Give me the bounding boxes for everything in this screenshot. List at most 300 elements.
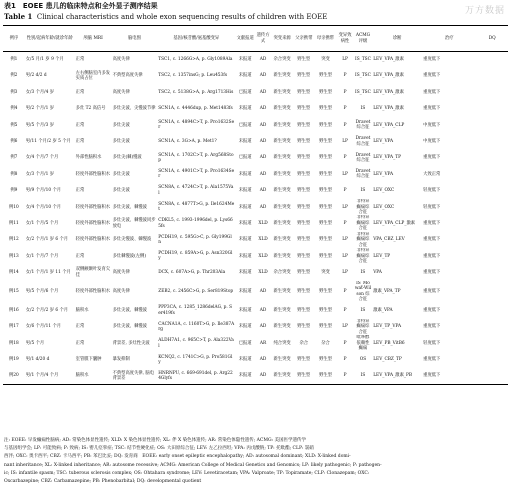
column-header: 脑电图	[127, 35, 141, 41]
column-header: 突变来源	[273, 35, 291, 41]
table-cell: 正常	[75, 324, 85, 330]
table-cell: 例6	[10, 138, 18, 144]
table-cell: IS_TSC	[355, 73, 371, 79]
table-cell: 野生型	[319, 220, 332, 226]
table-cell: 脑积水	[75, 373, 89, 379]
table-cell: 多灶棘慢波(左侧)	[112, 253, 147, 259]
table-cell: VPA_CBZ_LEV	[373, 237, 405, 243]
table-cell: 未报道	[238, 204, 252, 210]
table-cell: 野生型	[297, 220, 311, 226]
table-cell: IS_TSC	[355, 57, 371, 63]
table-cell: 新生突变	[273, 106, 291, 112]
table-cell: 例7	[10, 155, 18, 161]
note-line: 注: EOEE: 早发癫痫性脑病; AD: 常染色体显性遗传; XLD: X 染色体显性遗传; XL: 伴 X 染色体遗传; AR: 常染色体隐性遗传; ACMG: 美国医学遗传学	[4, 438, 306, 443]
table-cell: 轻度低下	[423, 340, 441, 346]
table-cell: 野生型	[297, 289, 311, 295]
table-cell: 轻度外部性脑积水	[75, 220, 111, 226]
table-cell: LP	[342, 138, 348, 144]
table-row	[3, 232, 508, 248]
table-cell: SCN8A, c. 4877T>G, p. Ile1624Met	[158, 201, 235, 213]
column-header: 遗传方式	[256, 33, 270, 44]
table-cell: 例1	[10, 57, 18, 63]
table-cell: 非特异癫痫综合征	[356, 199, 370, 215]
table-cell: 女/6 个月/11 个月	[25, 324, 62, 330]
table-cell: 室管膜下囊肿	[75, 357, 102, 363]
table-cell: Dravet 综合征	[355, 119, 371, 131]
table-cell: LEV_TP	[373, 253, 391, 259]
table-cell: P	[343, 308, 347, 314]
table-cell: PCDH19, c. 859A>G, p. Asn320Gly	[158, 250, 233, 262]
table-cell: P	[343, 373, 347, 379]
table-cell: 新生突变	[273, 357, 291, 363]
table-cell: 新生突变	[273, 122, 291, 128]
table-cell: SCN1A, c. 1702C>T, p. Arg568Stop	[158, 152, 234, 164]
table-cell: LEV_VPA_TP	[373, 155, 402, 161]
table-cell: AD	[259, 57, 267, 63]
table-cell: 野生型	[319, 237, 332, 243]
table-cell: 例4	[10, 106, 18, 112]
table-cell: LEV_OXC	[373, 204, 395, 210]
table-cell: 野生型	[297, 188, 311, 194]
table-cell: LEV_OXC	[373, 188, 395, 194]
table-cell: 重度低下	[423, 308, 441, 314]
table-cell: 野生型	[319, 171, 332, 177]
table-label: Table 1	[4, 12, 33, 21]
table-cell: 女/3 个月/1 岁	[25, 171, 55, 177]
column-header: 母亲携带	[316, 35, 335, 41]
table-cell: KCNQ2, c. 1741C>G, p. Pro581Gly	[158, 354, 233, 365]
table-cell: XLD	[258, 220, 268, 226]
table-cell: 女/3 个月/4 岁	[25, 89, 55, 95]
table-cell: 暴发抑制	[112, 357, 130, 363]
table-cell: 女/5 月/1 岁 9 个月	[25, 57, 64, 63]
table-cell: 重度低下	[423, 220, 441, 226]
table-cell: 未报道	[238, 373, 252, 379]
table-cell: 纯合突变	[273, 340, 291, 346]
table-row	[3, 352, 508, 368]
table-cell: 多灶尖波、棘慢波	[112, 324, 147, 330]
table-row	[3, 265, 508, 281]
table-cell: 例15	[8, 289, 19, 295]
table-cell: LEV_VPA_激素	[373, 89, 404, 95]
table-cell: 背景差, 多灶性尖波	[112, 340, 150, 346]
table-cell: 女/1 个月/7 个月	[25, 253, 59, 259]
table-row	[3, 101, 508, 117]
table-cell: 例8	[10, 171, 18, 177]
table-row	[3, 68, 508, 84]
table-cell: 非特异癫痫综合征	[356, 248, 370, 265]
table-cell: LP	[342, 204, 348, 210]
table-cell: IS	[360, 188, 366, 194]
table-cell: 男/1 个月/4 个月	[25, 373, 59, 379]
table-cell: 例12	[8, 237, 19, 243]
table-cell: LP	[342, 171, 348, 177]
table-cell: P	[343, 73, 347, 79]
column-header: DQ	[488, 35, 496, 41]
table-cell: 未报道	[238, 220, 252, 226]
table-row	[3, 183, 508, 199]
table-cell: 女/1 个月/5 个月	[25, 220, 59, 226]
table-cell: 新生突变	[273, 89, 291, 95]
table-cell: 未报道	[238, 171, 252, 177]
table-cell: 女/4 个月/7 个月	[25, 155, 59, 161]
table-caption-chinese: 表1 EOEE 患儿的临床特点和全外显子测序结果	[4, 2, 158, 10]
table-cell: 多灶尖波	[112, 138, 130, 144]
table-cell: AD	[259, 188, 267, 194]
table-cell: 野生型	[297, 155, 311, 161]
table-cell: 重度低下	[423, 289, 441, 295]
table-cell: P	[343, 220, 347, 226]
table-cell: LEV_VPA_激素	[373, 57, 404, 63]
table-cell: 野生型	[319, 357, 332, 363]
table-cell: 突变	[321, 270, 330, 276]
table-row	[3, 281, 508, 303]
table-cell: 例17	[8, 324, 19, 330]
table-cell: 重度低下	[423, 89, 441, 95]
table-cell: 野生型	[319, 308, 332, 314]
table-cell: ZEB2, c. 2456C>G, p. Ser819Stop	[158, 289, 234, 295]
table-cell: 吡哆醇依赖性癫痫	[356, 335, 370, 352]
table-cell: PPP3CA, c. 1285_1286delAG, p. Ser419fs	[158, 305, 233, 316]
table-cell: 野生型	[297, 73, 311, 79]
table-cell: 中度低下	[423, 138, 441, 144]
table-cell: 重度低下	[423, 324, 441, 330]
table-cell: 例10	[8, 204, 19, 210]
table-cell: 未报道	[238, 308, 252, 314]
table-cell: AR	[259, 340, 267, 346]
table-cell: 野生型	[319, 155, 332, 161]
table-cell: ALDH7A1, c. 965C>T, p. Ala322Val	[158, 338, 234, 349]
table-cell: 杂合突变	[273, 270, 291, 276]
table-cell: OS	[359, 357, 367, 363]
table-cell: 大致正常	[423, 171, 441, 177]
table-row	[3, 335, 508, 351]
table-cell: 男/9 个月/10 个月	[25, 188, 62, 194]
table-cell: IS_Mowat-Wilson 综合征	[354, 280, 372, 303]
table-cell: 多灶尖波、尖慢波节律	[112, 106, 156, 112]
table-cell: XLD	[258, 270, 268, 276]
table-cell: AD	[259, 89, 267, 95]
table-cell: AD	[259, 308, 267, 314]
table-cell: 例9	[10, 188, 18, 194]
table-cell: 野生型	[297, 324, 311, 330]
table-cell: LP	[342, 57, 348, 63]
table-cell: 未报道	[238, 73, 252, 79]
table-cell: 非特异癫痫综合征	[356, 319, 370, 335]
table-cell: IS	[360, 106, 366, 112]
table-cell: 野生型	[297, 357, 311, 363]
table-cell: 男/5 个月	[25, 340, 45, 346]
table-cell: 女/4 个月/10 个月	[25, 204, 62, 210]
table-cell: AD	[259, 138, 267, 144]
table-cell: LP	[342, 270, 348, 276]
table-row	[3, 248, 508, 264]
table-cell: 例16	[8, 308, 19, 314]
table-cell: 多灶尖波	[112, 188, 130, 194]
table-cell: P	[343, 357, 347, 363]
table-cell: 例14	[8, 270, 19, 276]
clinical-table	[3, 25, 508, 385]
table-cell: 男/5 个月/3 岁	[25, 122, 55, 128]
table-cell: 未报道	[238, 138, 252, 144]
table-cell: CDKL5, c. 1993-1996del, p. Lys665fs	[158, 218, 233, 229]
table-cell: 不典型高度失律, 脑电背景差	[112, 370, 154, 382]
table-row	[3, 150, 508, 166]
table-cell: AD	[259, 357, 267, 363]
table-row	[3, 199, 508, 215]
column-header: 父亲携带	[295, 35, 313, 41]
table-cell: AD	[259, 373, 267, 379]
table-cell: 重度低下	[423, 357, 441, 363]
table-cell: 未报道	[238, 324, 252, 330]
table-cell: 正常	[75, 253, 85, 259]
table-cell: 未报道	[238, 357, 252, 363]
table-cell: PCDH19, c. 595G>C, p. Gly199Gln	[158, 234, 232, 245]
table-cell: 多灶尖慢波、棘慢波	[112, 237, 152, 243]
table-cell: 重度低下	[423, 57, 441, 63]
table-cell: P	[343, 155, 347, 161]
table-cell: LP	[342, 324, 348, 330]
note-line: Oxcarbazepine; CBZ: Carbamazepine; PB: Phenobarbital; DQ: developmental quotient	[4, 479, 202, 485]
table-header-row	[3, 26, 508, 52]
table-cell: SCN1A, c. 4901C>T, p. Pro1634Ser	[158, 169, 235, 180]
table-cell: 例3	[10, 89, 18, 95]
table-cell: 非特异癫痫综合征	[356, 215, 370, 232]
table-body	[3, 52, 508, 385]
table-cell: LP	[342, 253, 348, 259]
table-cell: VPA	[373, 270, 382, 276]
table-cell: 男/11 个月/2 岁 5 个月	[25, 138, 71, 144]
table-cell: 野生型	[297, 57, 311, 63]
table-cell: 轻度外部性脑积水	[75, 237, 111, 243]
table-cell: AD	[259, 155, 267, 161]
table-cell: 轻度外部性脑积水	[75, 204, 111, 210]
table-cell: 已报道	[238, 155, 252, 161]
table-cell: P	[343, 106, 347, 112]
table-cell: 未报道	[238, 253, 252, 259]
table-cell: IS	[360, 270, 366, 276]
table-cell: 例2	[10, 73, 18, 79]
table-cell: 野生型	[319, 89, 332, 95]
table-cell: 新生突变	[273, 324, 291, 330]
table-row	[3, 215, 508, 231]
table-cell: LEV_VPA_CLP_激素	[373, 220, 416, 226]
table-cell: LP	[342, 237, 348, 243]
column-header: 基因/核苷酸/氨基酸变异	[173, 35, 220, 41]
table-cell: HNRNPU, c. 669-691del, p. Arg224Glyfs	[158, 370, 233, 382]
table-cell: 野生型	[319, 289, 332, 295]
table-cell: 未报道	[238, 289, 252, 295]
table-cell: 新生突变	[273, 253, 291, 259]
table-cell: 杂合	[299, 340, 309, 346]
table-cell: 新生突变	[273, 73, 291, 79]
table-cell: 新生突变	[273, 308, 291, 314]
table-cell: 野生型	[297, 237, 311, 243]
table-cell: P	[343, 188, 347, 194]
table-cell: 野生型	[297, 373, 311, 379]
table-cell: 未报道	[238, 237, 252, 243]
table-cell: 杂合突变	[273, 57, 291, 63]
column-header: 例序	[9, 35, 19, 41]
table-notes	[4, 437, 507, 486]
table-cell: 例19	[8, 357, 19, 363]
table-cell: 未报道	[238, 57, 252, 63]
table-cell: 重度低下	[423, 237, 441, 243]
table-cell: LEV_PB_VitB6	[373, 340, 405, 346]
table-cell: 高度失律	[112, 289, 130, 295]
table-cell: 中度低下	[423, 122, 441, 128]
table-cell: 多灶尖波	[112, 122, 130, 128]
table-cell: 重度低下	[423, 155, 441, 161]
table-cell: 已报道	[238, 122, 252, 128]
table-cell: AD	[259, 204, 267, 210]
column-header: 治疗	[445, 35, 454, 41]
table-cell: 例5	[10, 122, 18, 128]
note-line: 西泮; OXC: 奥卡西平; CBZ: 卡马西平; PB: 苯巴比妥; DQ: 发育商 EOEE: early onset epileptic encephalopathy; AD: autosomal dominant; XLD: X-linked domi-	[4, 454, 351, 460]
table-cell: XLD	[258, 237, 268, 243]
table-cell: 新生突变	[273, 204, 291, 210]
table-row	[3, 117, 508, 133]
table-cell: LEV_VPA_激素	[373, 106, 404, 112]
table-cell: 新生突变	[273, 188, 291, 194]
table-cell: AD	[259, 289, 267, 295]
table-cell: 野生型	[297, 138, 311, 144]
table-cell: 重度低下	[423, 373, 441, 379]
table-cell: 野生型	[297, 270, 311, 276]
table-cell: 女/2 个月/2 岁 6 个月	[25, 308, 69, 314]
table-cell: 男/5 个月/6 个月	[25, 289, 59, 295]
watermark-logo: 万方数据	[464, 6, 505, 16]
table-cell: TSC2, c. 1357insG; p. Leu453fs	[158, 73, 228, 79]
column-header: 性别/起病年龄/就诊年龄	[26, 35, 73, 41]
table-cell: 未报道	[238, 188, 252, 194]
table-cell: 新生突变	[273, 220, 291, 226]
table-cell: 轻度低下	[423, 188, 441, 194]
table-cell: AD	[259, 106, 267, 112]
table-cell: 未报道	[238, 106, 252, 112]
table-cell: 正常	[75, 89, 85, 95]
column-header: 文献报道	[236, 35, 254, 41]
table-cell: 例18	[8, 340, 19, 346]
table-cell: 新生突变	[273, 171, 291, 177]
table-cell: 野生型	[319, 204, 332, 210]
table-cell: 新生突变	[273, 138, 291, 144]
table-row	[3, 368, 508, 384]
table-cell: 男/2 个月/1 岁	[25, 106, 55, 112]
table-cell: 外部性脑积水	[75, 155, 102, 161]
table-cell: 野生型	[319, 253, 332, 259]
table-cell: 野生型	[319, 373, 332, 379]
table-cell: IS	[360, 308, 366, 314]
table-cell: AD	[259, 73, 267, 79]
table-cell: AD	[259, 324, 267, 330]
table-row	[3, 84, 508, 100]
note-line: ic; IS: infantile spasm; TSC: tuberous sclerosis complex; OS: Ohtahara syndrome; LEV: Levetiracetam; VPA: Valproate; TP: Topiramate; CLP: Clonazepam; OXC:	[4, 470, 370, 476]
table-cell: P	[343, 289, 347, 295]
table-cell: P	[343, 122, 347, 128]
table-cell: 多灶 T2 高信号	[75, 106, 106, 112]
table-cell: AD	[259, 122, 267, 128]
table-cell: P	[343, 340, 347, 346]
table-cell: 新生突变	[273, 155, 291, 161]
table-cell: 野生型	[297, 106, 311, 112]
table-cell: TSC2, c. 5138G>A, p. Arg1713His	[158, 89, 234, 95]
table-cell: 例20	[8, 373, 19, 379]
column-header: ACMG评级	[355, 33, 371, 44]
table-cell: 例13	[8, 253, 19, 259]
table-cell: 野生型	[319, 106, 332, 112]
table-cell: 正常	[75, 188, 85, 194]
table-cell: P	[343, 89, 347, 95]
table-cell: 女/1 个月/1 岁 11 个月	[25, 270, 71, 276]
table-cell: 新生突变	[273, 289, 291, 295]
table-cell: 野生型	[297, 204, 311, 210]
table-cell: 激素_VPA_TP	[373, 289, 401, 295]
table-cell: 正常	[75, 340, 85, 346]
table-cell: Dravet 综合征	[355, 136, 371, 147]
table-cell: XLD	[258, 253, 268, 259]
table-cell: 正常	[75, 57, 85, 63]
table-cell: 新生突变	[273, 373, 291, 379]
table-cell: 脑积水	[75, 308, 89, 314]
table-cell: 左右侧脑室内多发实质占位	[75, 70, 111, 82]
table-cell: 重度低下	[423, 253, 441, 259]
table-cell: 未报道	[238, 270, 252, 276]
table-cell: LEV_VPA_激素_PB	[373, 373, 413, 379]
table-cell: 正常	[75, 138, 85, 144]
table-cell: 男/1 d/20 d	[25, 357, 50, 363]
table-cell: 已报道	[238, 89, 252, 95]
table-cell: 激素_VPA	[373, 308, 393, 314]
table-cell: 多灶尖波、棘慢波同步放电	[112, 218, 156, 229]
table-cell: AD	[259, 171, 267, 177]
table-cell: LEV_VPA_激素	[373, 73, 404, 79]
table-cell: CACNA1A, c. 1160T>G, p. Ile387Arg	[158, 321, 235, 333]
table-cell: 例11	[8, 220, 19, 226]
table-cell: 高度失律	[112, 270, 130, 276]
table-cell: SCN1A, c. 4894C>T, p. Pro1632Ser	[158, 119, 235, 131]
table-cell: LEV_VPA	[373, 138, 394, 144]
table-cell: LEV_TP_VPA	[373, 324, 402, 330]
table-cell: 多灶尖波、棘慢波	[112, 204, 147, 210]
table-cell: 野生型	[319, 138, 332, 144]
table-cell: 野生型	[297, 171, 311, 177]
table-cell: 高度失律	[112, 57, 130, 63]
table-cell: Dravet 综合征	[355, 169, 371, 180]
table-cell: SCN8A, c. 4724C>T, p. Ala1575Val	[158, 185, 234, 196]
table-cell: Dravet 综合征	[355, 152, 371, 164]
table-cell: 重度低下	[423, 73, 441, 79]
table-cell: 野生型	[297, 122, 311, 128]
table-cell: IS_TSC	[355, 89, 371, 95]
table-cell: 杂合	[321, 340, 330, 346]
table-cell: 多灶尖波	[112, 171, 130, 177]
column-header: 诊断	[392, 35, 402, 41]
table-cell: 多灶尖(棘)慢波	[112, 155, 142, 161]
table-cell: 非特异癫痫综合征	[356, 231, 370, 248]
table-cell: 野生型	[319, 324, 332, 330]
table-row	[3, 133, 508, 149]
table-cell: IS	[360, 373, 366, 379]
note-line: 与基因组学会; LP: 可能致病; P: 致病; IS: 婴儿痉挛症; TSC: 结节性硬化症; OS: 大田原综合征; LEV: 左乙拉西坦; VPA: 丙戊酸钠; TP: 托吡酯; CLP: 氯硝	[4, 446, 314, 452]
table-cell: 已报道	[238, 340, 252, 346]
table-cell: 双侧额颞叶发育欠佳	[75, 267, 111, 278]
table-cell: 野生型	[319, 73, 332, 79]
note-line: nant inheritance; XL: X-linked inheritance; AR: autosome recessive; ACMG: American College of Medical Genetics and Genomics; LP: likely pathogenic; P: pathogen-	[4, 462, 382, 468]
table-cell: SCN1A, c. 4446dup, p. Met1483fs	[158, 106, 233, 112]
table-cell: 野生型	[297, 253, 311, 259]
table-cell: 新生突变	[273, 237, 291, 243]
